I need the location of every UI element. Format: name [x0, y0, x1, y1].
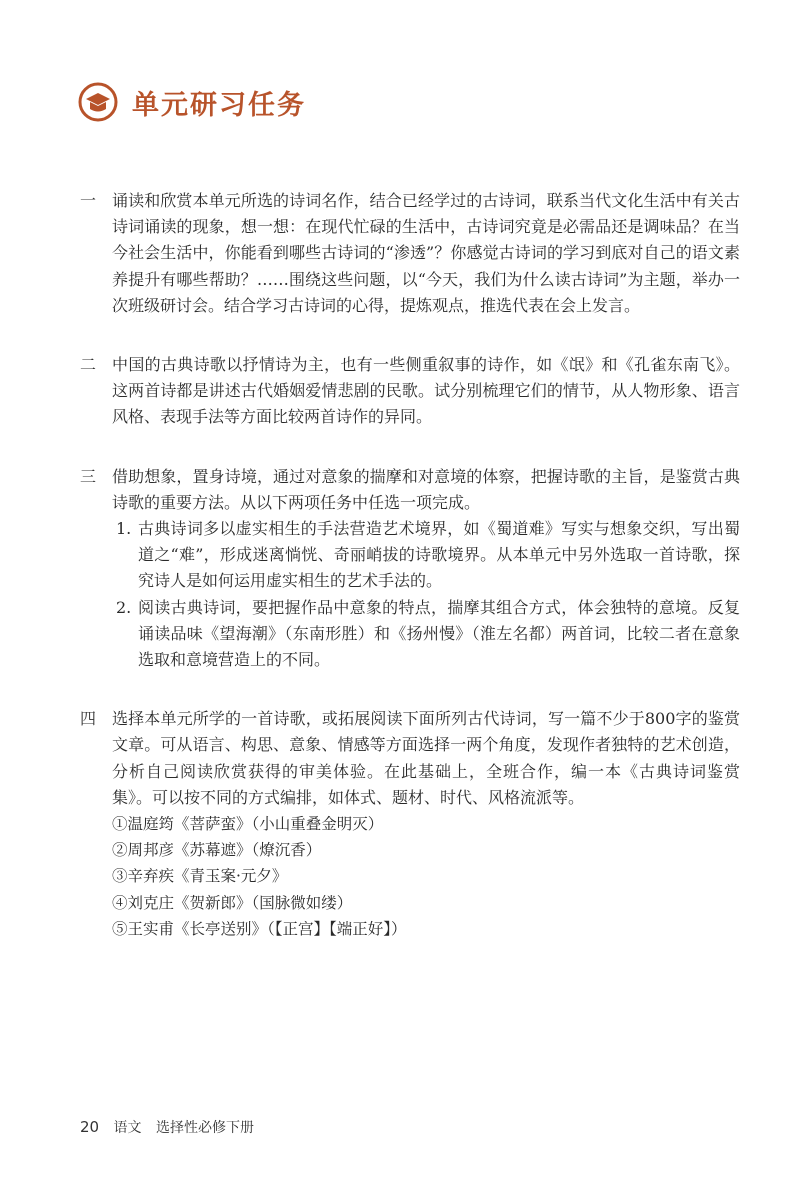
footer-subject: 语文 [113, 1120, 142, 1136]
task-number: 二 [80, 355, 97, 375]
task-body [112, 706, 740, 942]
poem-item: ⑤王实甫《长亭送别》（【正宫】【端正好】） [112, 919, 407, 938]
task-number: 一 [80, 191, 97, 210]
task-number: 四 [80, 709, 97, 729]
sub-task-number: 2. [116, 597, 132, 617]
sub-task-text: 古典诗词多以虚实相生的手法营造艺术境界，如《蜀道难》写实与想象交织，写出蜀道之“难”，形成迷离惝恍、奇丽峭拔的诗歌境界。从本单元中另外选取一首诗歌，探究诗人是如何运用虚实相生的艺术手法的。 [138, 519, 740, 591]
task-item [80, 352, 740, 431]
sub-task-number: 1. [116, 519, 132, 539]
page-footer [80, 1117, 254, 1137]
task-body [112, 352, 740, 431]
task-text: 选择本单元所学的一首诗歌，或拓展阅读下面所列古代诗词，写一篇不少于800字的鉴赏文章。可从语言、构思、意象、情感等方面选择一两个角度，发现作者独特的艺术创造，分析自己阅读欣赏获得的审美体验。在此基础上，全班合作，编一本《古典诗词鉴赏集》。可以按不同的方式编排，如体式、题材、时代、风格流派等。 [112, 709, 740, 807]
graduation-cap-icon [78, 82, 118, 122]
task-number: 三 [80, 466, 97, 486]
sub-task-item [116, 595, 740, 674]
task-item [80, 188, 740, 319]
task-list [80, 188, 740, 975]
task-text: 诵读和欣赏本单元所选的诗词名作，结合已经学过的古诗词，联系当代文化生活中有关古诗词诵读的现象，想一想：在现代忙碌的生活中，古诗词究竟是必需品还是调味品？在当今社会生活中，你能看到哪些古诗词的“渗透”？你感觉古诗词的学习到底对自己的语文素养提升有哪些帮助？……围绕这些问题，以“今天，我们为什么读古诗词”为主题，举办一次班级研讨会。结合学习古诗词的心得，提炼观点，推选代表在会上发言。 [112, 191, 740, 315]
task-text: 中国的古典诗歌以抒情诗为主，也有一些侧重叙事的诗作，如《氓》和《孔雀东南飞》。这两首诗都是讲述古代婚姻爱情悲剧的民歌。试分别梳理它们的情节，从人物形象、语言风格、表现手法等方面比较两首诗作的异同。 [112, 355, 740, 427]
page-number: 20 [80, 1118, 100, 1136]
task-body [112, 464, 740, 674]
task-item [80, 464, 740, 674]
poem-list [112, 811, 740, 942]
poem-item: ③辛弃疾《青玉案·元夕》 [112, 867, 288, 886]
poem-item: ④刘克庄《贺新郎》（国脉微如缕） [112, 893, 353, 912]
sub-task-item [116, 516, 740, 595]
section-title: 单元研习任务 [132, 89, 306, 121]
footer-book-title: 选择性必修下册 [156, 1120, 254, 1136]
task-text: 借助想象，置身诗境，通过对意象的揣摩和对意境的体察，把握诗歌的主旨，是鉴赏古典诗歌的重要方法。从以下两项任务中任选一项完成。 [112, 466, 740, 512]
sub-task-text: 阅读古典诗词，要把握作品中意象的特点，揣摩其组合方式，体会独特的意境。反复诵读品味《望海潮》（东南形胜）和《扬州慢》（淮左名都）两首词，比较二者在意象选取和意境营造上的不同。 [138, 597, 740, 670]
section-header [78, 82, 306, 122]
sub-task-list [112, 516, 740, 673]
poem-item: ②周邦彦《苏幕遮》（燎沉香） [112, 841, 322, 860]
poem-item: ①温庭筠《菩萨蛮》（小山重叠金明灭） [112, 815, 384, 834]
task-item [80, 706, 740, 942]
task-body [112, 188, 740, 319]
